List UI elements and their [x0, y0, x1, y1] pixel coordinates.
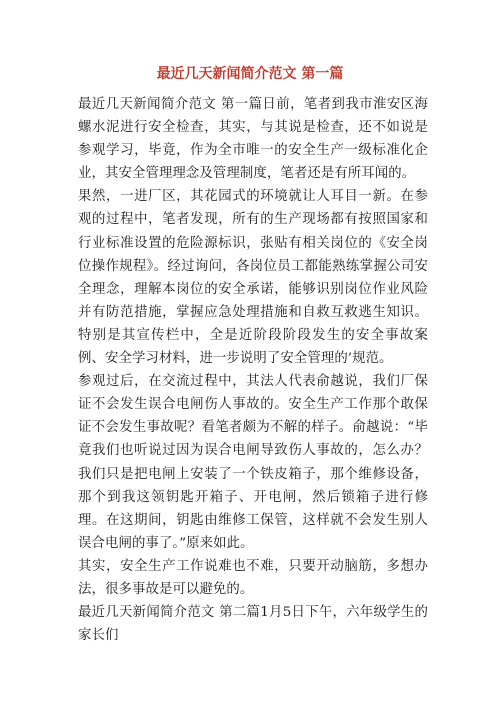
document-body	[78, 93, 428, 647]
paragraph: 参观过后，在交流过程中，其法人代表俞越说，我们厂保证不会发生误合电闸伤人事故的。安全生产工作那个敢保证不会发生事故呢？看笔者颇为不解的样子。俞越说：“毕竟我们也听说过因为误合电闸导致伤人事故的，怎么办？我们只是把电闸上安装了一个铁皮箱子，那个维修设备，那个到我这领钥匙开箱子、开电闸，然后锁箱子进行修理。在这期间，钥匙由维修工保管，这样就不会发生别人误合电闸的事了。”原来如此。	[78, 374, 428, 551]
document-title: 最近几天新闻简介范文 第一篇	[156, 66, 344, 82]
paragraph: 最近几天新闻简介范文 第一篇日前，笔者到我市淮安区海螺水泥进行安全检查，其实，与其说是检查，还不如说是参观学习，毕竟，作为全市唯一的安全生产一级标准化企业，其安全管理理念及管理制度，笔者还是有所耳闻的。	[78, 97, 428, 182]
paragraph: 其实，安全生产工作说难也不难，只要开动脑筋，多想办法，很多事故是可以避免的。	[78, 558, 428, 597]
paragraph: 果然，一进厂区，其花园式的环境就让人耳目一新。在参观的过程中，笔者发现，所有的生产现场都有按照国家和行业标准设置的危险源标识，张贴有相关岗位的《安全岗位操作规程》。经过询问，各岗位员工都能熟练掌握公司安全理念，理解本岗位的安全承诺，能够识别岗位作业风险并有防范措施，掌握应急处理措施和自救互救逃生知识。特别是其宣传栏中，全是近阶段阶段发生的安全事故案例、安全学习材料，进一步说明了安全管理的’规范。	[78, 189, 428, 367]
paragraph: 最近几天新闻简介范文 第二篇1月5日下午，六年级学生的家长们	[78, 605, 428, 644]
